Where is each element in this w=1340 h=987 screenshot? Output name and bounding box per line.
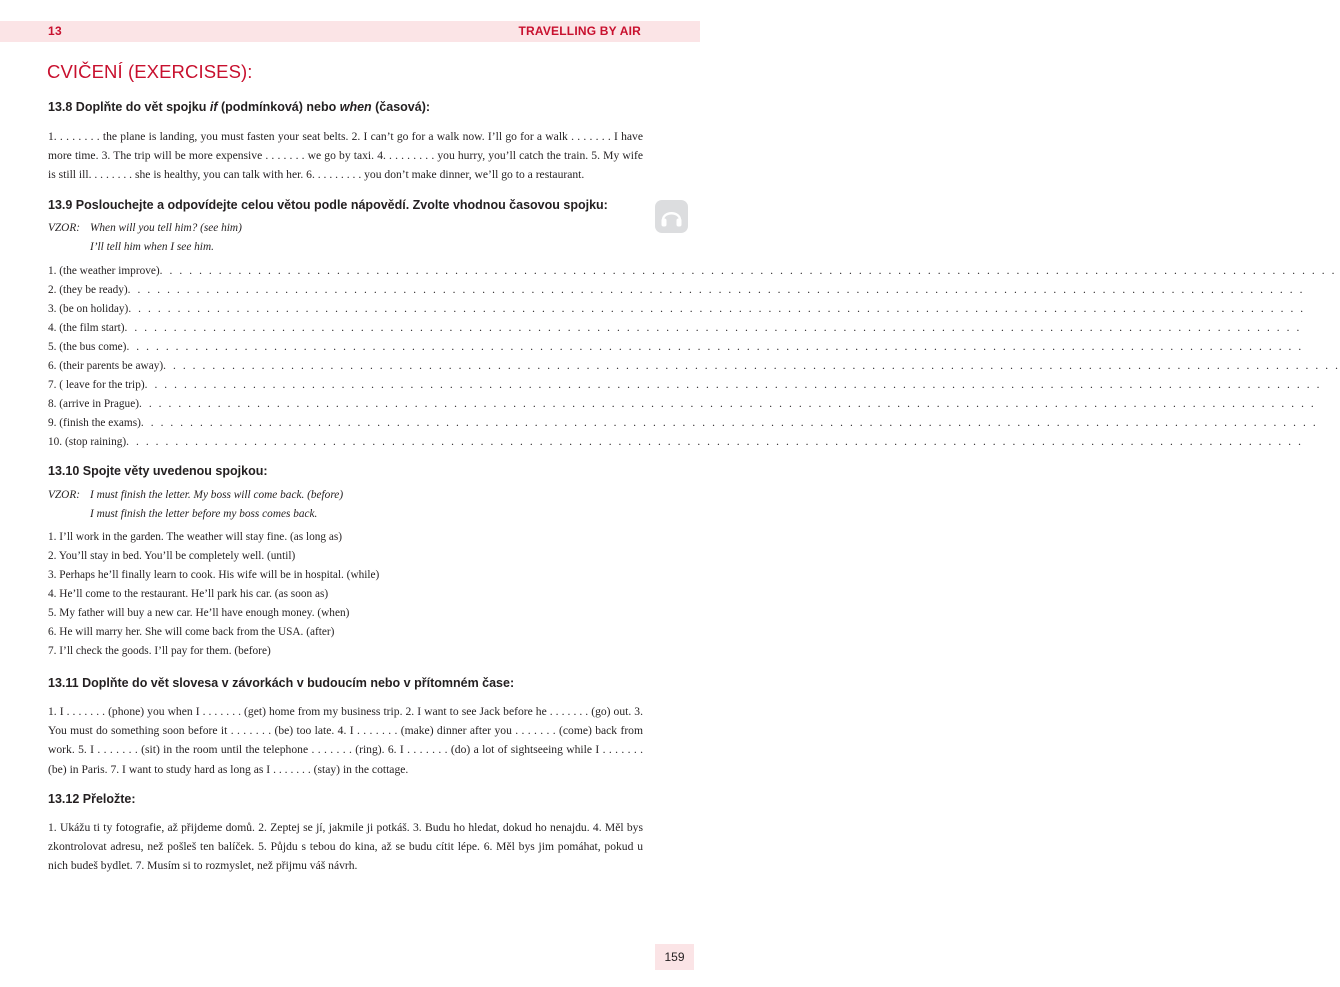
- page-number: 159: [664, 950, 685, 964]
- exercise-13-8-text: 1. . . . . . . . the plane is landing, you must fasten your seat belts. 2. I can’t go for a walk now. I’ll go for a walk . . . . . . . I have more time. 3. The trip will be more expensive . . . . . . . we go by taxi. 4. . . . . . . . . you hurry, you’ll catch the train. 5. My wife is still ill. . . . . . . . she is healthy, you can talk with her. 6. . . . . . . . . you don’t make dinner, we’ll go to a restaurant.: [48, 130, 643, 182]
- answer-dots: . . . . . . . . . . . . . . . . . . . . . . . . . . . . . . . . . . . . . . . . . . . . . . . . . . . . . . . . . . . . . . . . . . . . . . . . . . . . . . . . . . . . . . . . . . . . . . . . . . . . . . . . . . . . . . . . . . . . . . . .: [163, 360, 1340, 372]
- list-item: 1. I’ll work in the garden. The weather will stay fine. (as long as): [48, 531, 343, 543]
- answer-dots: . . . . . . . . . . . . . . . . . . . . . . . . . . . . . . . . . . . . . . . . . . . . . . . . . . . . . . . . . . . . . . . . . . . . . . . . . . . . . . . . . . . . . . . . . . . . . . . . . . . . . . . . . . . . . . . . . . . . . . . .: [159, 265, 1337, 277]
- answer-prompt: 2. (they be ready): [48, 284, 128, 296]
- answer-line: [48, 433, 1304, 452]
- exercise-13-10-title: 13.10 Spojte věty uvedenou spojkou:: [48, 464, 268, 478]
- answer-dots: . . . . . . . . . . . . . . . . . . . . . . . . . . . . . . . . . . . . . . . . . . . . . . . . . . . . . . . . . . . . . . . . . . . . . . . . . . . . . . . . . . . . . . . . . . . . . . . . . . . . . . . . . . . . . . . . . . . . . . . .: [140, 417, 1318, 429]
- answer-prompt: 4. (the film start): [48, 322, 125, 334]
- answer-line: [48, 338, 1304, 357]
- answer-dots: . . . . . . . . . . . . . . . . . . . . . . . . . . . . . . . . . . . . . . . . . . . . . . . . . . . . . . . . . . . . . . . . . . . . . . . . . . . . . . . . . . . . . . . . . . . . . . . . . . . . . . . . . . . . . . . . . . . . . . . .: [126, 341, 1304, 353]
- answer-prompt: 1. (the weather improve): [48, 265, 160, 277]
- chapter-number: 13: [48, 24, 62, 38]
- answer-prompt: 6. (their parents be away): [48, 360, 164, 372]
- exercise-13-9-list: [48, 262, 1340, 452]
- answer-line: [48, 300, 1306, 319]
- answer-dots: . . . . . . . . . . . . . . . . . . . . . . . . . . . . . . . . . . . . . . . . . . . . . . . . . . . . . . . . . . . . . . . . . . . . . . . . . . . . . . . . . . . . . . . . . . . . . . . . . . . . . . . . . . . . . . . . . . . . . . . .: [124, 322, 1302, 334]
- answer-prompt: 10. (stop raining): [48, 436, 127, 448]
- answer-line: [48, 414, 1318, 433]
- exercise-13-8-title: 13.8 Doplňte do vět spojku if (podmínková) nebo when (časová):: [48, 100, 431, 114]
- page-number-box: [655, 944, 694, 970]
- answer-dots: . . . . . . . . . . . . . . . . . . . . . . . . . . . . . . . . . . . . . . . . . . . . . . . . . . . . . . . . . . . . . . . . . . . . . . . . . . . . . . . . . . . . . . . . . . . . . . . . . . . . . . . . . . . . . . . . . . . . . . . .: [128, 303, 1306, 315]
- exercise-13-11-text: 1. I . . . . . . . (phone) you when I . . . . . . . (get) home from my business trip. 2. I want to see Jack before he . . . . . . . (go) out. 3. You must do something soon before it . . . . . . . (be) too late. 4. I . . . . . . . (make) dinner after you . . . . . . . (come) back from work. 5. I . . . . . . . (sit) in the room until the telephone . . . . . . . (ring). 6. I . . . . . . . (do) a lot of sightseeing while I . . . . . . . (be) in Paris. 7. I want to study hard as long as I . . . . . . . (stay) in the cottage.: [48, 705, 643, 776]
- chapter-title: TRAVELLING BY AIR: [518, 24, 641, 38]
- headphones-icon[interactable]: [655, 200, 688, 233]
- exercise-13-12-title: 13.12 Přeložte:: [48, 792, 136, 806]
- list-item: 2. You’ll stay in bed. You’ll be completely well. (until): [48, 550, 296, 562]
- answer-line: [48, 376, 1322, 395]
- answer-dots: . . . . . . . . . . . . . . . . . . . . . . . . . . . . . . . . . . . . . . . . . . . . . . . . . . . . . . . . . . . . . . . . . . . . . . . . . . . . . . . . . . . . . . . . . . . . . . . . . . . . . . . . . . . . . . . . . . . . . . . .: [138, 398, 1316, 410]
- answer-line: [48, 357, 1340, 376]
- list-item: 6. He will marry her. She will come back from the USA. (after): [48, 626, 335, 638]
- answer-line: [48, 281, 1305, 300]
- answer-prompt: 9. (finish the exams): [48, 417, 141, 429]
- answer-line: [48, 319, 1302, 338]
- answer-prompt: 5. (the bus come): [48, 341, 127, 353]
- answer-prompt: 7. ( leave for the trip): [48, 379, 145, 391]
- answer-dots: . . . . . . . . . . . . . . . . . . . . . . . . . . . . . . . . . . . . . . . . . . . . . . . . . . . . . . . . . . . . . . . . . . . . . . . . . . . . . . . . . . . . . . . . . . . . . . . . . . . . . . . . . . . . . . . . . . . . . . . .: [126, 436, 1304, 448]
- exercise-13-9-example: VZOR: When will you tell him? (see him) I’ll tell him when I see him.: [48, 222, 242, 253]
- exercise-13-11-title: 13.11 Doplňte do vět slovesa v závorkách v budoucím nebo v přítomném čase:: [48, 676, 515, 690]
- list-item: 5. My father will buy a new car. He’ll have enough money. (when): [48, 607, 350, 619]
- answer-dots: . . . . . . . . . . . . . . . . . . . . . . . . . . . . . . . . . . . . . . . . . . . . . . . . . . . . . . . . . . . . . . . . . . . . . . . . . . . . . . . . . . . . . . . . . . . . . . . . . . . . . . . . . . . . . . . . . . . . . . . .: [127, 284, 1305, 296]
- list-item: 4. He’ll come to the restaurant. He’ll park his car. (as soon as): [48, 588, 329, 600]
- exercise-13-12-text: 1. Ukážu ti ty fotografie, až přijdeme domů. 2. Zeptej se jí, jakmile ji potkáš. 3. Budu ho hledat, dokud ho nenajdu. 4. Měl bys zkontrolovat adresu, než pošleš ten balíček. 5. Půjdu s tebou do kina, až se budu cítit lépe. 6. Měl bys jim pomáhat, pokud u nich budeš bydlet. 7. Musím si to rozmyslet, než přijmu váš návrh.: [48, 821, 643, 873]
- answer-line: [48, 262, 1337, 281]
- answer-line: [48, 395, 1316, 414]
- list-item: 3. Perhaps he’ll finally learn to cook. His wife will be in hospital. (while): [48, 569, 380, 581]
- answer-prompt: 8. (arrive in Prague): [48, 398, 139, 410]
- page-title: CVIČENÍ (EXERCISES):: [47, 61, 253, 82]
- answer-prompt: 3. (be on holiday): [48, 303, 129, 315]
- answer-dots: . . . . . . . . . . . . . . . . . . . . . . . . . . . . . . . . . . . . . . . . . . . . . . . . . . . . . . . . . . . . . . . . . . . . . . . . . . . . . . . . . . . . . . . . . . . . . . . . . . . . . . . . . . . . . . . . . . . . . . . .: [144, 379, 1322, 391]
- list-item: 7. I’ll check the goods. I’ll pay for them. (before): [48, 645, 271, 657]
- exercise-13-9-title: 13.9 Poslouchejte a odpovídejte celou větou podle nápovědí. Zvolte vhodnou časovou spojku:: [48, 198, 608, 212]
- exercise-13-10-list: [48, 528, 648, 661]
- exercise-13-10-example: VZOR: I must finish the letter. My boss will come back. (before) I must finish the letter before my boss comes back.: [48, 489, 344, 520]
